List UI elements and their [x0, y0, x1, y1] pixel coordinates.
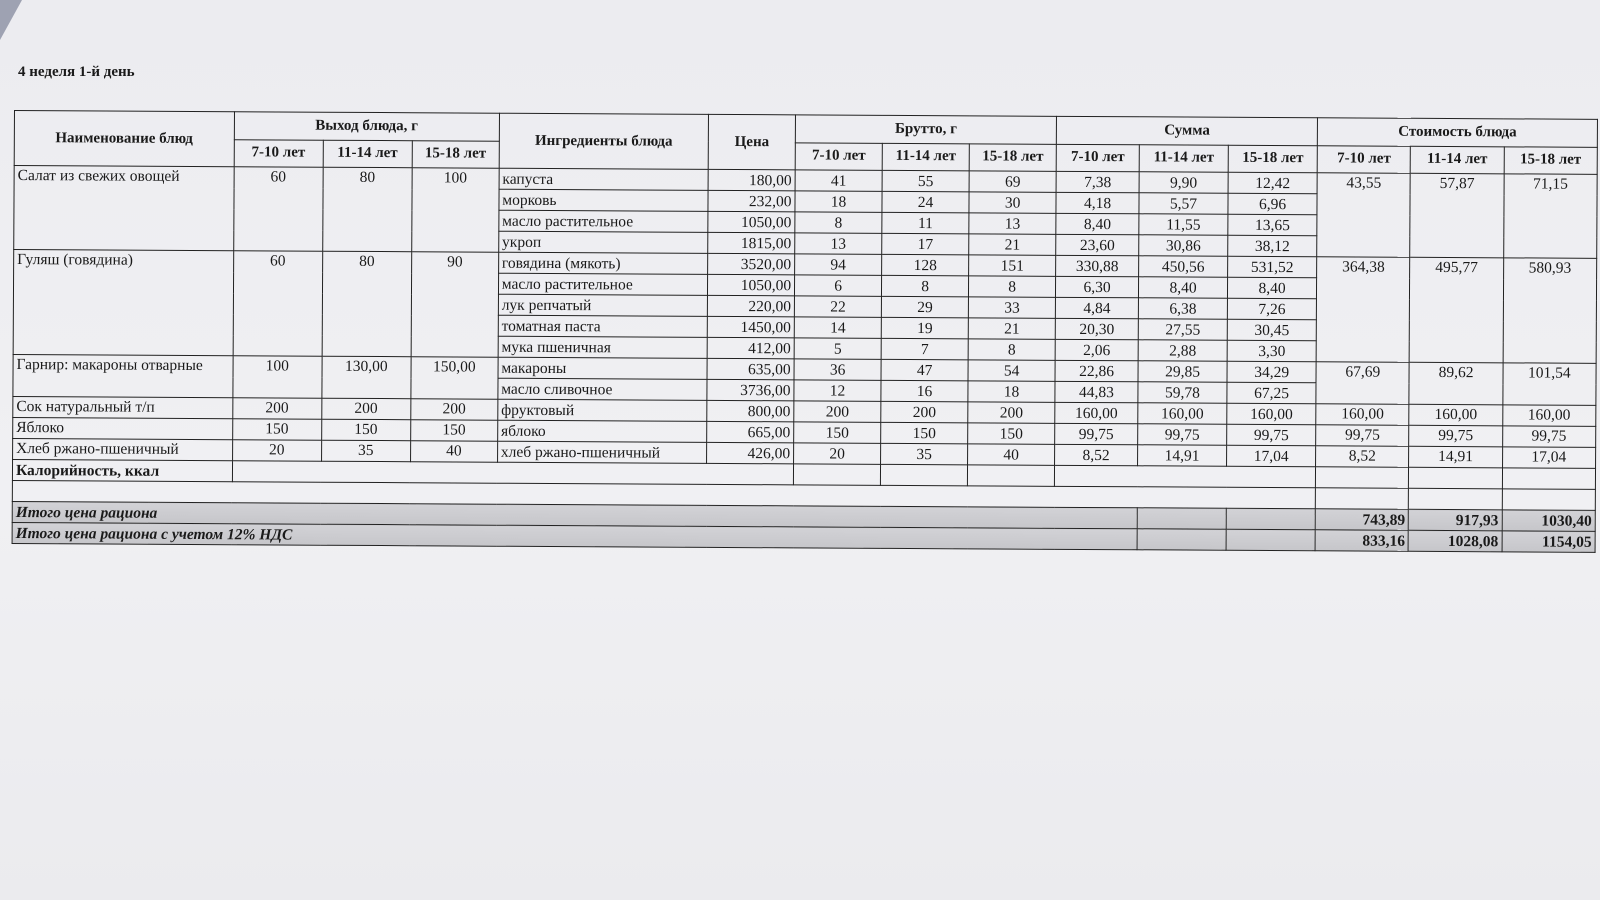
header-price: Цена — [708, 114, 795, 169]
ingredient-brutto: 18 — [968, 381, 1055, 402]
dish-cost: 160,00 — [1502, 405, 1595, 427]
ingredient-sum: 99,75 — [1227, 424, 1316, 445]
ingredient-sum: 7,26 — [1227, 298, 1316, 319]
dish-output: 150,00 — [411, 357, 498, 399]
ingredient-name: морковь — [499, 189, 708, 211]
ingredient-brutto: 14 — [794, 317, 881, 338]
dish-output: 40 — [410, 441, 497, 462]
dish-cost: 580,93 — [1503, 258, 1597, 364]
ingredient-sum: 531,52 — [1228, 256, 1317, 277]
ingredient-price: 1815,00 — [708, 232, 795, 253]
ingredient-brutto: 17 — [882, 233, 969, 254]
dish-cost: 17,04 — [1502, 447, 1595, 469]
header-sum: Сумма — [1056, 116, 1317, 145]
dish-name: Гуляш (говядина) — [13, 250, 233, 356]
ingredient-brutto: 13 — [795, 233, 882, 254]
calories-cell — [1055, 465, 1316, 487]
total-empty-cell — [1137, 508, 1226, 529]
total-vat-label: Итого цена рациона с учетом 12% НДС — [12, 522, 1137, 549]
ingredient-price: 232,00 — [708, 190, 795, 211]
ingredient-name: хлеб ржано-пшеничный — [497, 441, 706, 463]
ingredient-sum: 2,88 — [1138, 340, 1227, 361]
dish-output: 200 — [411, 399, 498, 420]
ingredient-brutto: 150 — [794, 422, 881, 443]
ingredient-brutto: 20 — [794, 443, 881, 464]
dish-name: Гарнир: макароны отварные — [13, 354, 233, 397]
dish-output: 200 — [232, 398, 321, 419]
menu-table-body — [13, 166, 1598, 469]
dish-output: 150 — [232, 419, 321, 440]
dish-output: 200 — [321, 398, 410, 419]
ingredient-brutto: 151 — [969, 255, 1056, 276]
total-empty-cell — [1226, 529, 1315, 550]
ingredient-sum: 44,83 — [1055, 381, 1138, 402]
header-sum-age-15-18: 15-18 лет — [1228, 145, 1317, 173]
ingredient-sum: 20,30 — [1055, 318, 1138, 339]
ingredient-brutto: 21 — [968, 318, 1055, 339]
ingredient-sum: 7,38 — [1056, 171, 1139, 192]
ingredient-name: лук репчатый — [498, 294, 707, 316]
ingredient-price: 800,00 — [707, 400, 794, 421]
dish-cost: 43,55 — [1317, 173, 1411, 258]
ingredient-sum: 34,29 — [1227, 361, 1316, 382]
ingredient-brutto: 5 — [794, 338, 881, 359]
ingredient-sum: 6,38 — [1138, 298, 1227, 319]
ingredient-sum: 99,75 — [1055, 423, 1138, 444]
dish-output: 130,00 — [322, 356, 411, 398]
ingredient-sum: 30,86 — [1139, 235, 1228, 256]
ingredient-price: 665,00 — [707, 421, 794, 442]
total-vat-value-age-11-14: 1028,08 — [1408, 530, 1501, 552]
ingredient-sum: 4,84 — [1055, 297, 1138, 318]
ingredient-sum: 17,04 — [1227, 445, 1316, 466]
calories-cell — [1502, 468, 1595, 490]
ingredient-brutto: 8 — [969, 276, 1056, 297]
dish-output: 100 — [233, 356, 322, 398]
total-vat-value-age-15-18: 1154,05 — [1502, 531, 1595, 553]
ingredient-sum: 160,00 — [1055, 402, 1138, 423]
ingredient-name: масло растительное — [499, 210, 708, 232]
dish-cost: 14,91 — [1409, 446, 1502, 468]
ingredient-sum: 30,45 — [1227, 319, 1316, 340]
total-value-age-7-10: 743,89 — [1315, 509, 1408, 531]
ingredient-brutto: 33 — [968, 297, 1055, 318]
ingredient-sum: 6,30 — [1056, 276, 1139, 297]
total-value-age-15-18: 1030,40 — [1502, 510, 1595, 532]
header-output-age-7-10: 7-10 лет — [234, 139, 323, 167]
ingredient-sum: 450,56 — [1139, 256, 1228, 277]
ingredient-brutto: 13 — [969, 213, 1056, 234]
calories-label: Калорийность, ккал — [12, 459, 232, 481]
dish-name: Сок натуральный т/п — [13, 396, 233, 418]
total-empty-cell — [1137, 529, 1226, 550]
header-dish-name: Наименование блюд — [14, 111, 234, 167]
ingredient-sum: 330,88 — [1056, 255, 1139, 276]
menu-table — [12, 110, 1598, 553]
ingredient-brutto: 8 — [968, 339, 1055, 360]
dish-output: 150 — [410, 420, 497, 441]
dish-output: 100 — [411, 168, 498, 252]
ingredient-name: укроп — [499, 231, 708, 253]
dish-output: 150 — [321, 419, 410, 440]
ingredient-sum: 99,75 — [1138, 424, 1227, 445]
ingredient-brutto: 24 — [882, 191, 969, 212]
ingredient-brutto: 47 — [881, 359, 968, 380]
ingredient-brutto: 150 — [881, 422, 968, 443]
ingredient-sum: 59,78 — [1138, 382, 1227, 403]
dish-cost: 89,62 — [1409, 362, 1502, 405]
dish-cost: 8,52 — [1316, 446, 1409, 468]
ingredient-name: масло сливочное — [498, 378, 707, 400]
dish-output: 20 — [232, 440, 321, 461]
ingredient-brutto: 40 — [968, 444, 1055, 465]
ingredient-price: 412,00 — [707, 337, 794, 358]
ingredient-sum: 9,90 — [1139, 172, 1228, 193]
ingredient-name: макароны — [498, 357, 707, 379]
ingredient-brutto: 94 — [795, 254, 882, 275]
header-ingredients: Ингредиенты блюда — [499, 113, 709, 169]
ingredient-brutto: 69 — [969, 171, 1056, 192]
dish-cost: 99,75 — [1502, 426, 1595, 448]
ingredient-price: 180,00 — [708, 169, 795, 190]
blank-cell — [1409, 488, 1502, 510]
ingredient-brutto: 8 — [882, 275, 969, 296]
ingredient-sum: 160,00 — [1138, 403, 1227, 424]
dish-output: 35 — [321, 440, 410, 461]
blank-cell — [1502, 489, 1595, 511]
page-corner-shadow — [0, 0, 22, 40]
total-value-age-11-14: 917,93 — [1409, 509, 1502, 531]
ingredient-sum: 67,25 — [1227, 382, 1316, 403]
ingredient-price: 1050,00 — [708, 274, 795, 295]
dish-output: 60 — [233, 167, 323, 251]
ingredient-brutto: 6 — [795, 275, 882, 296]
header-cost-age-15-18: 15-18 лет — [1504, 146, 1598, 174]
calories-cell — [1409, 467, 1502, 489]
ingredient-sum: 8,40 — [1228, 277, 1317, 298]
ingredient-brutto: 35 — [881, 443, 968, 464]
ingredient-sum: 2,06 — [1055, 339, 1138, 360]
ingredient-sum: 8,40 — [1056, 213, 1139, 234]
ingredient-price: 3736,00 — [707, 379, 794, 400]
header-sum-age-7-10: 7-10 лет — [1056, 144, 1139, 172]
dish-cost: 495,77 — [1410, 257, 1504, 363]
calories-cell — [1316, 467, 1409, 489]
ingredient-name: томатная паста — [498, 315, 707, 337]
header-output-age-11-14: 11-14 лет — [323, 140, 412, 168]
ingredient-name: мука пшеничная — [498, 336, 707, 358]
ingredient-brutto: 150 — [968, 423, 1055, 444]
ingredient-brutto: 200 — [794, 401, 881, 422]
header-brutto-age-11-14: 11-14 лет — [882, 143, 969, 171]
calories-cell — [968, 465, 1055, 486]
ingredient-brutto: 36 — [794, 359, 881, 380]
ingredient-sum: 27,55 — [1138, 319, 1227, 340]
dish-cost: 160,00 — [1409, 404, 1502, 426]
dish-cost: 101,54 — [1503, 363, 1597, 406]
ingredient-price: 3520,00 — [708, 253, 795, 274]
ingredient-price: 426,00 — [707, 442, 794, 463]
ingredient-sum: 5,57 — [1139, 193, 1228, 214]
ingredient-price: 635,00 — [707, 358, 794, 379]
header-cost-age-11-14: 11-14 лет — [1411, 146, 1504, 174]
ingredient-brutto: 30 — [969, 192, 1056, 213]
dish-output: 80 — [322, 167, 412, 251]
ingredient-sum: 4,18 — [1056, 192, 1139, 213]
ingredient-sum: 160,00 — [1227, 403, 1316, 424]
ingredient-brutto: 16 — [881, 380, 968, 401]
ingredient-sum: 13,65 — [1228, 214, 1317, 235]
ingredient-sum: 14,91 — [1138, 445, 1227, 466]
ingredient-brutto: 12 — [794, 380, 881, 401]
header-brutto-age-7-10: 7-10 лет — [795, 142, 882, 170]
ingredient-price: 1050,00 — [708, 211, 795, 232]
ingredient-name: говядина (мякоть) — [498, 252, 707, 274]
ingredient-price: 220,00 — [707, 295, 794, 316]
dish-cost: 67,69 — [1316, 362, 1409, 405]
dish-name: Хлеб ржано-пшеничный — [13, 438, 233, 460]
dish-cost: 57,87 — [1410, 173, 1504, 258]
ingredient-name: масло растительное — [498, 273, 707, 295]
ingredient-sum: 29,85 — [1138, 361, 1227, 382]
ingredient-brutto: 22 — [794, 296, 881, 317]
ingredient-brutto: 54 — [968, 360, 1055, 381]
ingredient-brutto: 21 — [969, 234, 1056, 255]
ingredient-brutto: 7 — [881, 338, 968, 359]
ingredient-price: 1450,00 — [707, 316, 794, 337]
header-cost-age-7-10: 7-10 лет — [1317, 145, 1410, 173]
header-brutto: Брутто, г — [795, 115, 1056, 144]
document-title: 4 неделя 1-й день — [18, 64, 135, 80]
ingredient-name: яблоко — [497, 420, 706, 442]
ingredient-brutto: 19 — [881, 317, 968, 338]
ingredient-sum: 8,40 — [1138, 277, 1227, 298]
ingredient-sum: 6,96 — [1228, 193, 1317, 214]
header-sum-age-11-14: 11-14 лет — [1139, 144, 1228, 172]
dish-name: Салат из свежих овощей — [14, 166, 234, 251]
ingredient-name: фруктовый — [498, 399, 707, 421]
total-label: Итого цена рациона — [12, 501, 1137, 528]
header-dish-cost: Стоимость блюда — [1317, 118, 1597, 147]
dish-cost: 364,38 — [1316, 257, 1410, 363]
ingredient-sum: 23,60 — [1056, 234, 1139, 255]
ingredient-brutto: 55 — [882, 170, 969, 191]
ingredient-brutto: 200 — [881, 401, 968, 422]
dish-cost: 71,15 — [1503, 174, 1597, 259]
ingredient-brutto: 200 — [968, 402, 1055, 423]
header-output-age-15-18: 15-18 лет — [412, 140, 499, 168]
ingredient-brutto: 11 — [882, 212, 969, 233]
dish-cost: 160,00 — [1316, 404, 1409, 426]
header-brutto-age-15-18: 15-18 лет — [969, 143, 1056, 171]
ingredient-brutto: 128 — [882, 254, 969, 275]
dish-output: 90 — [411, 252, 499, 357]
ingredient-sum: 8,52 — [1055, 444, 1138, 465]
total-empty-cell — [1226, 508, 1315, 529]
calories-cell — [793, 464, 880, 485]
ingredient-brutto: 18 — [795, 191, 882, 212]
ingredient-brutto: 29 — [881, 296, 968, 317]
total-vat-value-age-7-10: 833,16 — [1315, 530, 1408, 552]
ingredient-sum: 12,42 — [1228, 172, 1317, 193]
ingredient-sum: 3,30 — [1227, 340, 1316, 361]
ingredient-sum: 38,12 — [1228, 235, 1317, 256]
ingredient-sum: 22,86 — [1055, 360, 1138, 381]
header-output: Выход блюда, г — [234, 112, 499, 141]
dish-name: Яблоко — [13, 417, 233, 439]
ingredient-brutto: 41 — [795, 170, 882, 191]
dish-cost: 99,75 — [1316, 425, 1409, 447]
ingredient-sum: 11,55 — [1139, 214, 1228, 235]
dish-cost: 99,75 — [1409, 425, 1502, 447]
ingredient-brutto: 8 — [795, 212, 882, 233]
dish-output: 80 — [322, 251, 412, 356]
calories-cell — [880, 464, 967, 485]
dish-output: 60 — [233, 251, 323, 356]
ingredient-name: капуста — [499, 168, 708, 190]
blank-cell — [1315, 488, 1408, 510]
